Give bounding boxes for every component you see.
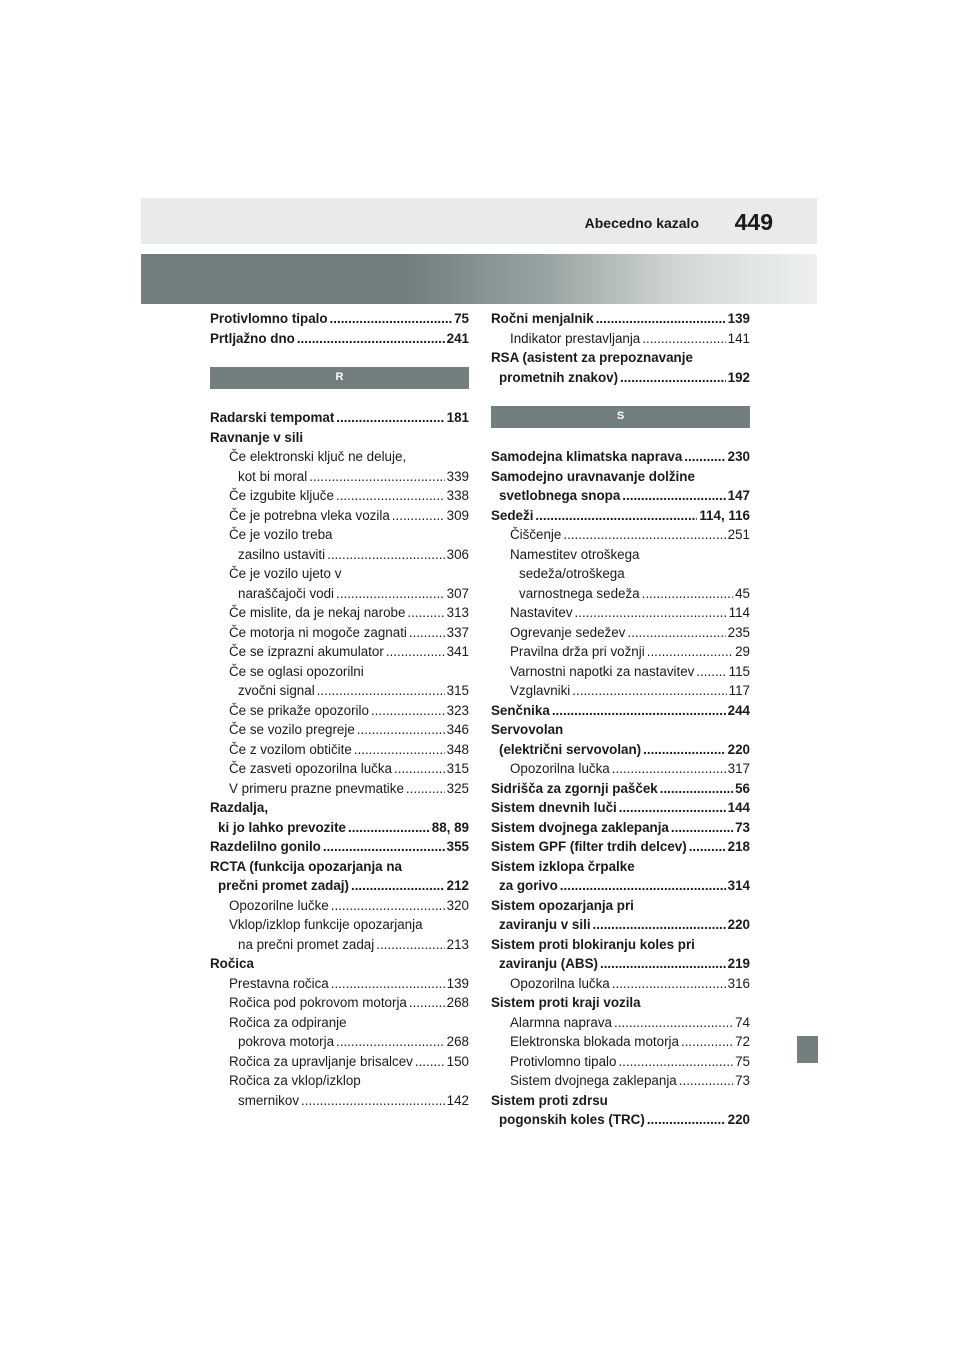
index-page-ref: 241: [446, 330, 469, 346]
dot-leader: [575, 603, 727, 623]
index-page-ref: 88, 89: [431, 819, 469, 835]
dot-leader: [301, 1091, 445, 1111]
index-entry: [210, 486, 469, 506]
dot-leader: [386, 642, 445, 662]
index-page-ref: 220: [727, 741, 750, 757]
index-term: Čiščenje: [510, 527, 562, 542]
index-term: Protivlomno tipalo: [510, 1053, 617, 1069]
index-entry: [491, 545, 750, 565]
index-term: Sidrišča za zgornji pašček: [491, 780, 658, 796]
index-entry: [491, 857, 750, 877]
index-entry: [210, 818, 469, 838]
index-entry: [491, 486, 750, 506]
index-page-ref: 251: [727, 527, 750, 542]
dot-leader: [327, 545, 445, 565]
index-page-ref: 220: [727, 917, 750, 932]
index-page-ref: 45: [735, 585, 750, 601]
index-entry: [210, 798, 469, 818]
index-entry: [210, 1091, 469, 1111]
dot-leader: [572, 681, 726, 701]
dot-leader: [415, 1052, 445, 1072]
index-entry: [491, 642, 750, 662]
index-entry: [491, 681, 750, 701]
index-page-ref: 75: [735, 1053, 750, 1069]
index-entry: [210, 642, 469, 662]
dot-leader: [297, 329, 445, 349]
dot-leader: [331, 974, 445, 994]
index-entry: [210, 329, 469, 349]
index-term: smernikov: [238, 1092, 300, 1108]
dot-leader: [619, 798, 726, 818]
dot-leader: [612, 974, 726, 994]
dot-leader: [348, 818, 430, 838]
index-term: prometnih znakov): [499, 369, 619, 385]
index-entry: [210, 623, 469, 643]
dot-leader: [330, 309, 453, 329]
index-term: Če mislite, da je nekaj narobe: [229, 605, 406, 620]
dot-leader: [376, 935, 444, 955]
index-page-ref: 314: [727, 878, 750, 893]
index-term: zasilno ustaviti: [238, 546, 326, 562]
index-entry: [491, 837, 750, 857]
index-entry: [210, 1013, 469, 1033]
index-page-ref: 144: [727, 800, 750, 815]
index-term: Če se oglasi opozorilni: [229, 663, 364, 679]
letter-heading: S: [491, 406, 750, 428]
dot-leader: [357, 720, 445, 740]
dot-leader: [406, 779, 445, 799]
index-term: Sistem proti kraji vozila: [491, 995, 641, 1010]
dot-leader: [407, 603, 444, 623]
index-entry: [210, 564, 469, 584]
dot-leader: [684, 447, 725, 467]
index-term: (električni servovolan): [499, 741, 642, 757]
index-page-ref: 338: [446, 488, 469, 503]
index-term: kot bi moral: [238, 468, 308, 484]
index-entry: [491, 935, 750, 955]
dot-leader: [671, 818, 733, 838]
index-page-ref: 75: [454, 311, 469, 326]
index-page-ref: 325: [446, 780, 469, 796]
dot-leader: [394, 759, 445, 779]
index-term: varnostnega sedeža: [519, 585, 640, 601]
index-term: Ročica za vklop/izklop: [229, 1073, 361, 1088]
index-page-ref: 219: [727, 956, 750, 971]
index-entry: [210, 993, 469, 1013]
index-page-ref: 320: [446, 897, 469, 913]
dot-leader: [336, 1032, 445, 1052]
dot-leader: [618, 1052, 733, 1072]
index-entry: [210, 720, 469, 740]
index-entry: [210, 525, 469, 545]
index-term: zaviranju v sili: [499, 917, 591, 932]
index-term: Če se izprazni akumulator: [229, 644, 384, 659]
index-term: Prtljažno dno: [210, 330, 295, 346]
index-entry: [491, 525, 750, 545]
index-entry: [210, 915, 469, 935]
index-term: Vzglavniki: [510, 683, 571, 698]
index-term: Ročni menjalnik: [491, 311, 594, 326]
index-term: Sistem izklopa črpalke: [491, 858, 635, 874]
dot-leader: [596, 309, 726, 329]
index-term: Prestavna ročica: [229, 975, 329, 991]
dot-leader: [614, 1013, 733, 1033]
index-entry: [210, 506, 469, 526]
dot-leader: [563, 525, 725, 545]
dot-leader: [647, 642, 733, 662]
index-term: Ročica za upravljanje brisalcev: [229, 1053, 413, 1069]
index-term: zvočni signal: [238, 683, 315, 698]
index-term: Sistem proti zdrsu: [491, 1092, 608, 1108]
index-entry: [210, 876, 469, 896]
dot-leader: [409, 993, 445, 1013]
index-page-ref: 114: [728, 605, 750, 620]
index-term: Če se prikaže opozorilo: [229, 702, 369, 718]
index-entry: [491, 1071, 750, 1091]
index-entry: [210, 428, 469, 448]
index-term: Vklop/izklop funkcije opozarjanja: [229, 917, 423, 932]
index-term: V primeru prazne pnevmatike: [229, 780, 404, 796]
index-entry: [491, 1091, 750, 1111]
index-term: Pravilna drža pri vožnji: [510, 644, 645, 659]
index-entry: [491, 798, 750, 818]
page-header: [141, 198, 817, 244]
index-term: Ročica pod pokrovom motorja: [229, 995, 407, 1010]
index-term: Sistem opozarjanja pri: [491, 897, 634, 913]
index-term: Sistem dvojnega zaklepanja: [510, 1073, 677, 1088]
index-entry: [210, 467, 469, 487]
index-entry: [210, 681, 469, 701]
index-entry: [491, 309, 750, 329]
dot-leader: [552, 701, 726, 721]
dot-leader: [331, 896, 445, 916]
index-entry: [210, 545, 469, 565]
index-term: Če je vozilo ujeto v: [229, 566, 342, 581]
index-page-ref: 117: [728, 683, 750, 698]
index-entry: [210, 974, 469, 994]
index-term: na prečni promet zadaj: [238, 936, 375, 952]
index-entry: [491, 720, 750, 740]
index-term: Če elektronski ključ ne deluje,: [229, 449, 407, 464]
index-entry: [210, 447, 469, 467]
index-term: Če se vozilo pregreje: [229, 722, 355, 737]
index-entry: [491, 623, 750, 643]
dot-leader: [336, 486, 445, 506]
index-entry: [210, 662, 469, 682]
index-page-ref: 72: [735, 1034, 750, 1049]
index-term: Servovolan: [491, 722, 564, 737]
dot-leader: [612, 759, 726, 779]
index-page-ref: 150: [446, 1053, 469, 1069]
index-page-ref: 341: [446, 644, 469, 659]
dot-leader: [535, 506, 697, 526]
index-page-ref: 339: [446, 468, 469, 484]
index-entry: [491, 974, 750, 994]
index-column-left: [210, 309, 469, 1110]
section-title: Abecedno kazalo: [584, 215, 699, 231]
index-term: Varnostni napotki za nastavitev: [510, 663, 695, 679]
index-page-ref: 346: [446, 722, 469, 737]
index-entry: [210, 603, 469, 623]
index-term: Če je vozilo treba: [229, 527, 333, 542]
index-page-ref: 268: [446, 995, 469, 1010]
dot-leader: [371, 701, 445, 721]
index-page-ref: 147: [727, 488, 750, 503]
index-term: pogonskih koles (TRC): [499, 1112, 645, 1127]
index-page-ref: 192: [727, 369, 750, 385]
index-page-ref: 309: [446, 507, 469, 523]
index-page-ref: 56: [735, 780, 750, 796]
index-term: ki jo lahko prevozite: [218, 819, 346, 835]
index-page-ref: 323: [446, 702, 469, 718]
index-term: Če z vozilom obtičite: [229, 741, 352, 757]
dot-leader: [696, 662, 726, 682]
index-term: Ravnanje v sili: [210, 429, 304, 445]
index-term: zaviranju (ABS): [499, 956, 598, 971]
index-entry: [491, 779, 750, 799]
index-entry: [491, 818, 750, 838]
index-page-ref: 348: [446, 741, 469, 757]
index-term: Ročica za odpiranje: [229, 1014, 347, 1030]
index-page-ref: 306: [446, 546, 469, 562]
index-entry: [491, 603, 750, 623]
dot-leader: [681, 1032, 733, 1052]
dot-leader: [336, 408, 444, 428]
index-entry: [491, 1032, 750, 1052]
chapter-tab: [797, 1036, 818, 1063]
dot-leader: [620, 368, 726, 388]
index-page-ref: 337: [446, 624, 469, 640]
index-entry: [491, 506, 750, 526]
dot-leader: [647, 1110, 726, 1130]
dot-leader: [323, 837, 445, 857]
index-entry: [210, 837, 469, 857]
index-entry: [491, 329, 750, 349]
index-entry: [491, 954, 750, 974]
dot-leader: [409, 623, 445, 643]
index-page-ref: 73: [735, 1073, 750, 1088]
index-page-ref: 29: [735, 644, 750, 659]
index-entry: [491, 896, 750, 916]
index-entry: [210, 1032, 469, 1052]
index-term: Indikator prestavljanja: [510, 330, 641, 346]
index-term: Namestitev otroškega: [510, 546, 640, 562]
index-page-ref: 313: [446, 605, 469, 620]
dot-leader: [351, 876, 445, 896]
letter-heading: R: [210, 367, 469, 389]
index-page-ref: 235: [727, 624, 750, 640]
index-entry: [491, 584, 750, 604]
index-page-ref: 139: [446, 975, 469, 991]
index-page-ref: 218: [727, 839, 750, 854]
dot-leader: [392, 506, 445, 526]
dot-leader: [317, 681, 445, 701]
dot-leader: [622, 486, 725, 506]
index-term: Samodejno uravnavanje dolžine: [491, 468, 695, 484]
index-page-ref: 213: [446, 936, 469, 952]
index-page-ref: 114, 116: [699, 507, 750, 523]
dot-leader: [643, 740, 726, 760]
dot-leader: [679, 1071, 733, 1091]
index-entry: [491, 759, 750, 779]
index-term: za gorivo: [499, 878, 558, 893]
index-entry: [491, 915, 750, 935]
index-page-ref: 115: [728, 663, 750, 679]
index-page-ref: 315: [446, 683, 469, 698]
index-term: Razdalja,: [210, 800, 269, 815]
index-entry: [491, 348, 750, 368]
index-term: Če izgubite ključe: [229, 488, 334, 503]
index-page-ref: 73: [735, 819, 750, 835]
dot-leader: [560, 876, 726, 896]
index-page-ref: 181: [446, 410, 469, 425]
index-term: sedeža/otroškega: [519, 566, 625, 581]
index-entry: [491, 662, 750, 682]
index-entry: [491, 368, 750, 388]
index-term: Nastavitev: [510, 605, 573, 620]
dot-leader: [642, 584, 733, 604]
dot-leader: [660, 779, 733, 799]
index-entry: [210, 759, 469, 779]
index-term: Sistem dvojnega zaklepanja: [491, 819, 669, 835]
index-term: Ročica: [210, 956, 254, 971]
index-term: Če zasveti opozorilna lučka: [229, 761, 393, 776]
index-entry: [210, 584, 469, 604]
index-term: Opozorilna lučka: [510, 975, 610, 991]
index-entry: [210, 954, 469, 974]
index-term: Radarski tempomat: [210, 410, 335, 425]
index-term: Razdelilno gonilo: [210, 839, 321, 854]
index-page-ref: 139: [727, 311, 750, 326]
index-entry: [210, 740, 469, 760]
index-term: Ogrevanje sedežev: [510, 624, 626, 640]
index-entry: [210, 309, 469, 329]
index-page-ref: 268: [446, 1034, 469, 1049]
index-entry: [491, 1110, 750, 1130]
index-entry: [491, 1013, 750, 1033]
index-page-ref: 355: [446, 839, 469, 854]
page-number: 449: [734, 209, 773, 235]
index-term: Sistem dnevnih luči: [491, 800, 617, 815]
index-term: svetlobnega snopa: [499, 488, 621, 503]
index-page-ref: 315: [446, 761, 469, 776]
index-entry: [491, 740, 750, 760]
index-term: pokrova motorja: [238, 1034, 335, 1049]
index-page-ref: 74: [735, 1014, 750, 1030]
index-term: Opozorilna lučka: [510, 761, 610, 776]
index-page-ref: 244: [727, 702, 750, 718]
index-page-ref: 307: [446, 585, 469, 601]
index-term: naraščajoči vodi: [238, 585, 335, 601]
index-entry: [491, 701, 750, 721]
index-term: RCTA (funkcija opozarjanja na: [210, 858, 402, 874]
index-entry: [210, 1052, 469, 1072]
index-term: Alarmna naprava: [510, 1014, 612, 1030]
index-entry: [210, 1071, 469, 1091]
index-entry: [491, 1052, 750, 1072]
index-entry: [210, 935, 469, 955]
dot-leader: [336, 584, 445, 604]
index-page-ref: 212: [446, 878, 469, 893]
dot-leader: [593, 915, 726, 935]
index-term: Protivlomno tipalo: [210, 311, 328, 326]
dot-leader: [600, 954, 726, 974]
index-entry: [491, 876, 750, 896]
index-page-ref: 142: [446, 1092, 469, 1108]
header-band: [141, 254, 817, 304]
index-page-ref: 230: [727, 449, 750, 464]
dot-leader: [354, 740, 445, 760]
index-entry: [491, 447, 750, 467]
index-term: RSA (asistent za prepoznavanje: [491, 350, 693, 365]
index-entry: [491, 467, 750, 487]
index-term: Sedeži: [491, 507, 534, 523]
index-column-right: [491, 309, 750, 1130]
index-page-ref: 316: [727, 975, 750, 991]
index-entry: [210, 408, 469, 428]
dot-leader: [642, 329, 725, 349]
index-term: Opozorilne lučke: [229, 897, 329, 913]
index-entry: [210, 896, 469, 916]
index-entry: [491, 993, 750, 1013]
index-term: Če je potrebna vleka vozila: [229, 507, 390, 523]
index-entry: [210, 701, 469, 721]
dot-leader: [689, 837, 726, 857]
index-term: Sistem GPF (filter trdih delcev): [491, 839, 687, 854]
index-entry: [210, 779, 469, 799]
index-term: Samodejna klimatska naprava: [491, 449, 683, 464]
index-term: Če motorja ni mogoče zagnati: [229, 624, 407, 640]
index-term: prečni promet zadaj): [218, 878, 349, 893]
index-term: Elektronska blokada motorja: [510, 1034, 679, 1049]
dot-leader: [309, 467, 444, 487]
index-entry: [491, 564, 750, 584]
index-page-ref: 141: [727, 330, 750, 346]
index-term: Sistem proti blokiranju koles pri: [491, 936, 695, 952]
dot-leader: [627, 623, 725, 643]
index-page-ref: 220: [727, 1112, 750, 1127]
index-entry: [210, 857, 469, 877]
index-page-ref: 317: [727, 761, 750, 776]
index-term: Senčnika: [491, 702, 550, 718]
